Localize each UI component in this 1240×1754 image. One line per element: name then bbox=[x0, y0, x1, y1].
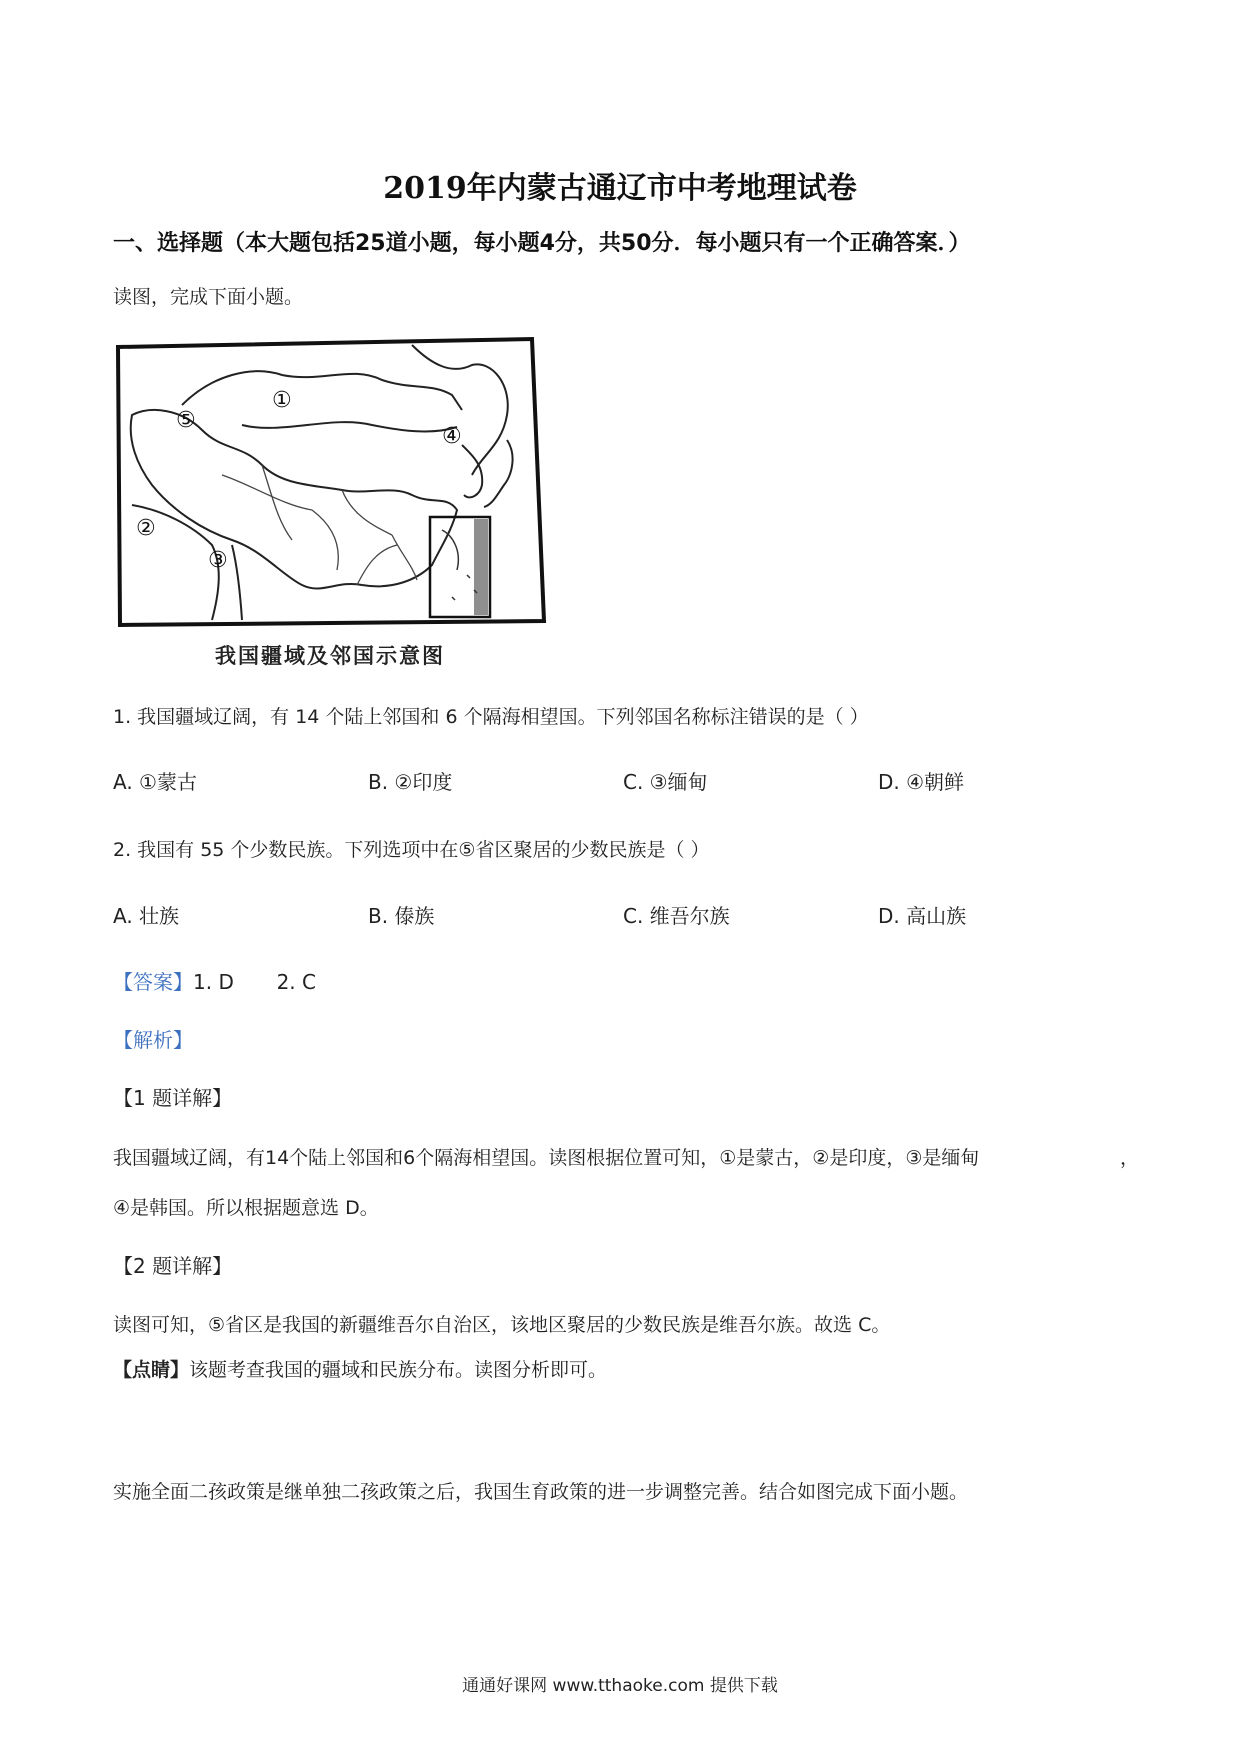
answer-q2: 2. C bbox=[276, 970, 316, 994]
map-marker-4: ④ bbox=[442, 424, 462, 449]
map-caption: 我国疆域及邻国示意图 bbox=[215, 643, 445, 668]
map-drawing bbox=[112, 335, 550, 627]
detail-2-line-1: 读图可知，⑤省区是我国的新疆维吾尔自治区，该地区聚居的少数民族是维吾尔族。故选 C。 bbox=[113, 1314, 891, 1336]
q2-option-a: A. 壮族 bbox=[113, 904, 180, 928]
map-marker-5: ⑤ bbox=[176, 408, 196, 433]
map-marker-1: ① bbox=[272, 388, 292, 413]
pointer-note bbox=[113, 1355, 607, 1382]
footer-credit: 通通好课网 www.tthaoke.com 提供下载 bbox=[462, 1676, 778, 1696]
detail-1-header: 【1 题详解】 bbox=[113, 1086, 233, 1110]
page-title: 2019年内蒙古通辽市中考地理试卷 bbox=[383, 171, 857, 206]
china-neighbors-map bbox=[112, 335, 550, 627]
question-1-text: 1. 我国疆域辽阔，有 14 个陆上邻国和 6 个隔海相望国。下列邻国名称标注错误的是（ ） bbox=[113, 706, 869, 728]
q1-option-b: B. ②印度 bbox=[368, 770, 453, 794]
pointer-label: 【点睛】 bbox=[113, 1359, 190, 1381]
detail-1-line-1: 我国疆域辽阔，有14个陆上邻国和6个隔海相望国。读图根据位置可知，①是蒙古，②是印度，③是缅甸 bbox=[113, 1147, 980, 1169]
q1-option-d: D. ④朝鲜 bbox=[878, 770, 965, 794]
section-header: 一、选择题（本大题包括25道小题，每小题4分，共50分．每小题只有一个正确答案．） bbox=[113, 231, 971, 256]
answer-q1: 1. D bbox=[193, 970, 234, 994]
map-marker-2: ② bbox=[136, 516, 156, 541]
q2-option-b: B. 傣族 bbox=[368, 904, 435, 928]
q2-option-c: C. 维吾尔族 bbox=[623, 904, 730, 928]
intro-text: 读图，完成下面小题。 bbox=[113, 286, 304, 308]
map-marker-3: ③ bbox=[208, 548, 228, 573]
pointer-text: 该题考查我国的疆域和民族分布。读图分析即可。 bbox=[189, 1359, 608, 1381]
detail-2-header: 【2 题详解】 bbox=[113, 1254, 233, 1278]
q1-option-a: A. ①蒙古 bbox=[113, 770, 197, 794]
answer-line bbox=[113, 966, 316, 995]
analysis-label: 【解析】 bbox=[113, 1028, 193, 1052]
answer-label: 【答案】 bbox=[113, 970, 193, 994]
next-question-intro: 实施全面二孩政策是继单独二孩政策之后，我国生育政策的进一步调整完善。结合如图完成下面小题。 bbox=[113, 1481, 969, 1503]
detail-1-line-2: ④是韩国。所以根据题意选 D。 bbox=[113, 1197, 379, 1219]
detail-1-comma: ， bbox=[1120, 1147, 1140, 1169]
q1-option-c: C. ③缅甸 bbox=[623, 770, 708, 794]
q2-option-d: D. 高山族 bbox=[878, 904, 967, 928]
question-2-text: 2. 我国有 55 个少数民族。下列选项中在⑤省区聚居的少数民族是（ ） bbox=[113, 839, 710, 861]
